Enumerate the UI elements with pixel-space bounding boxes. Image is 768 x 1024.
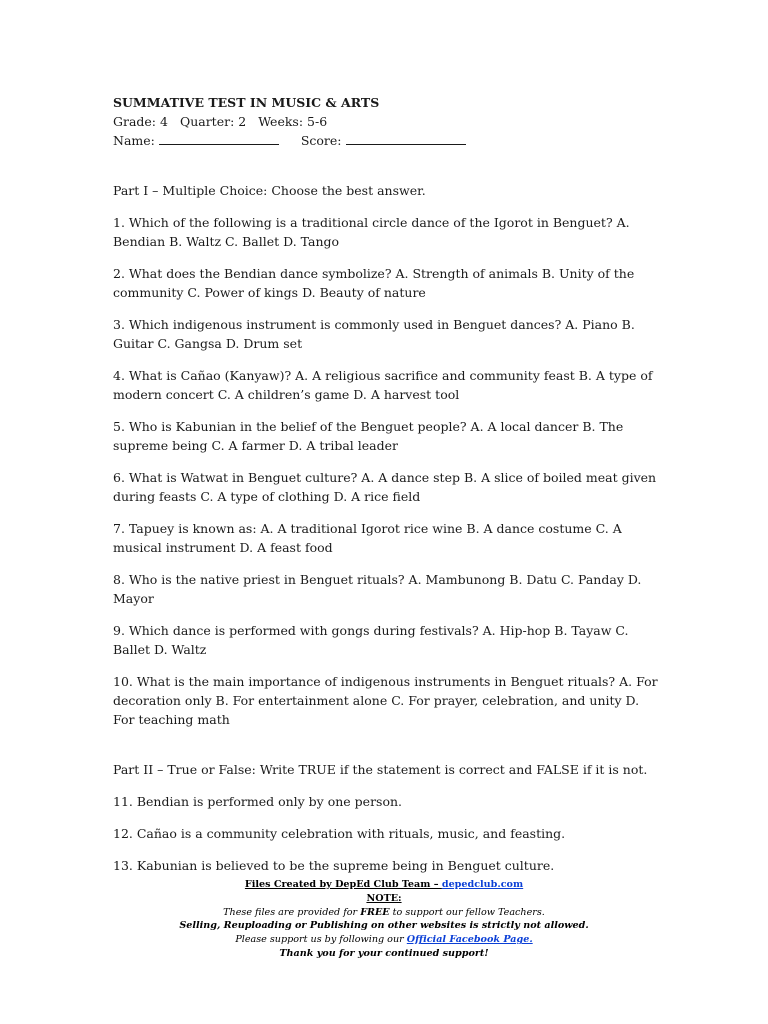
footer-notice: [0, 878, 768, 961]
question-12: 12. Cañao is a community celebration with rituals, music, and feasting.: [113, 826, 566, 841]
question-5: 5. Who is Kabunian in the belief of the Benguet people? A. A local dancer B. The supreme being C. A farmer D. A tribal leader: [113, 419, 624, 453]
name-label: Name:: [113, 133, 155, 148]
question-3: 3. Which indigenous instrument is commonly used in Benguet dances? A. Piano B. Guitar C. Gangsa D. Drum set: [113, 317, 635, 351]
name-score-line: [113, 131, 658, 150]
question-7: 7. Tapuey is known as: A. A traditional Igorot rice wine B. A dance costume C. A musical instrument D. A feast food: [113, 521, 622, 555]
score-blank: [346, 132, 466, 145]
footer-credit-text: Files Created by DepEd Club Team –: [244, 879, 442, 890]
footer-facebook-prefix: Please support us by following our: [235, 934, 407, 946]
quarter-label: Quarter: 2: [179, 114, 247, 129]
depedclub-link[interactable]: depedclub.com: [441, 879, 524, 890]
grade-quarter-weeks-line: [113, 112, 658, 131]
question-6: 6. What is Watwat in Benguet culture? A. A dance step B. A slice of boiled meat given during feasts C. A type of clothing D. A rice field: [113, 470, 657, 504]
question-1: 1. Which of the following is a traditional circle dance of the Igorot in Benguet? A. Bendian B. Waltz C. Ballet D. Tango: [113, 215, 630, 249]
question-4: 4. What is Cañao (Kanyaw)? A. A religious sacrifice and community feast B. A type of modern concert C. A children’s game D. A harvest tool: [113, 368, 653, 402]
facebook-page-link[interactable]: Official Facebook Page.: [406, 934, 533, 946]
footer-facebook-line: [0, 933, 768, 947]
question-13: 13. Kabunian is believed to be the supreme being in Benguet culture.: [113, 858, 555, 873]
footer-line-free: [0, 906, 768, 920]
question-9: 9. Which dance is performed with gongs during festivals? A. Hip-hop B. Tayaw C. Ballet D. Waltz: [113, 623, 629, 657]
grade-label: Grade: 4: [113, 114, 168, 129]
question-2: 2. What does the Bendian dance symbolize? A. Strength of animals B. Unity of the community C. Power of kings D. Beauty of nature: [113, 266, 635, 300]
question-10: 10. What is the main importance of indigenous instruments in Benguet rituals? A. For decoration only B. For entertainment alone C. For prayer, celebration, and unity D. For teaching math: [113, 674, 658, 727]
question-11: 11. Bendian is performed only by one person.: [113, 794, 403, 809]
name-blank: [159, 132, 279, 145]
question-8: 8. Who is the native priest in Benguet rituals? A. Mambunong B. Datu C. Panday D. Mayor: [113, 572, 642, 606]
score-label: Score:: [300, 133, 342, 148]
footer-warning: Selling, Reuploading or Publishing on other websites is strictly not allowed.: [179, 920, 589, 932]
footer-line-free-suffix: to support our fellow Teachers.: [389, 906, 545, 918]
test-title: SUMMATIVE TEST IN MUSIC & ARTS: [113, 95, 380, 110]
footer-note-label: NOTE:: [366, 892, 402, 904]
part2-heading: Part II – True or False: Write TRUE if the statement is correct and FALSE if it is not.: [113, 762, 648, 777]
footer-credit: [0, 878, 768, 892]
test-document: [113, 93, 658, 875]
footer-line-free-prefix: These files are provided for: [223, 906, 361, 918]
weeks-label: Weeks: 5-6: [258, 114, 328, 129]
footer-free-word: FREE: [360, 906, 390, 918]
footer-thanks: Thank you for your continued support!: [279, 947, 489, 959]
part1-heading: Part I – Multiple Choice: Choose the best answer.: [113, 183, 426, 198]
